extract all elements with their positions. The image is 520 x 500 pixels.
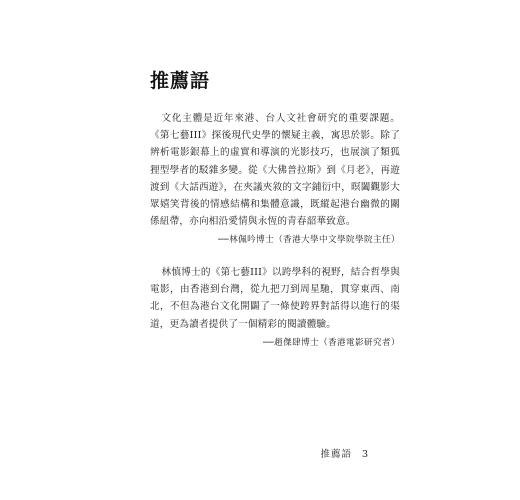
page-number: 3 xyxy=(361,449,368,460)
page-footer xyxy=(320,446,368,460)
endorsement-text: 文化主體是近年來港、台人文社會研究的重要課題。《第七藝III》探後現代史學的懷疑主義，寓思於影。除了辨析電影銀幕上的虛實和導演的光影技巧，也展演了類狐狸型學者的駁雜多變。從《大佛普拉斯》到《月老》，再遊渡到《大話西遊》，在夾議夾敘的文字鋪衍中，暝闔觀影大眾嬉笑背後的情感結構和集體意識，既縱起港台幽微的關係紐帶，亦向相沿愛情與永恆的青春韶華致意。 xyxy=(150,113,400,228)
page-title: 推薦語 xyxy=(150,70,211,92)
endorsement-attribution: ──林佩吟博士（香港大學中文學院學院主任） xyxy=(217,235,400,246)
endorsement-2 xyxy=(150,264,400,351)
endorsement-1 xyxy=(150,110,400,248)
endorsement-attribution: ──趙傑肆博士（香港電影研究者） xyxy=(262,337,400,348)
endorsement-text: 林慎博士的《第七藝III》以跨學科的視野，結合哲學與電影，由香港到台灣，從九把刀到周星馳，貫穿東西、南北，不但為港台文化開闢了一條使跨界對話得以進行的渠道，更為讀者提供了一個精彩的閱讀體驗。 xyxy=(150,267,400,330)
running-title: 推薦語 xyxy=(320,449,352,460)
